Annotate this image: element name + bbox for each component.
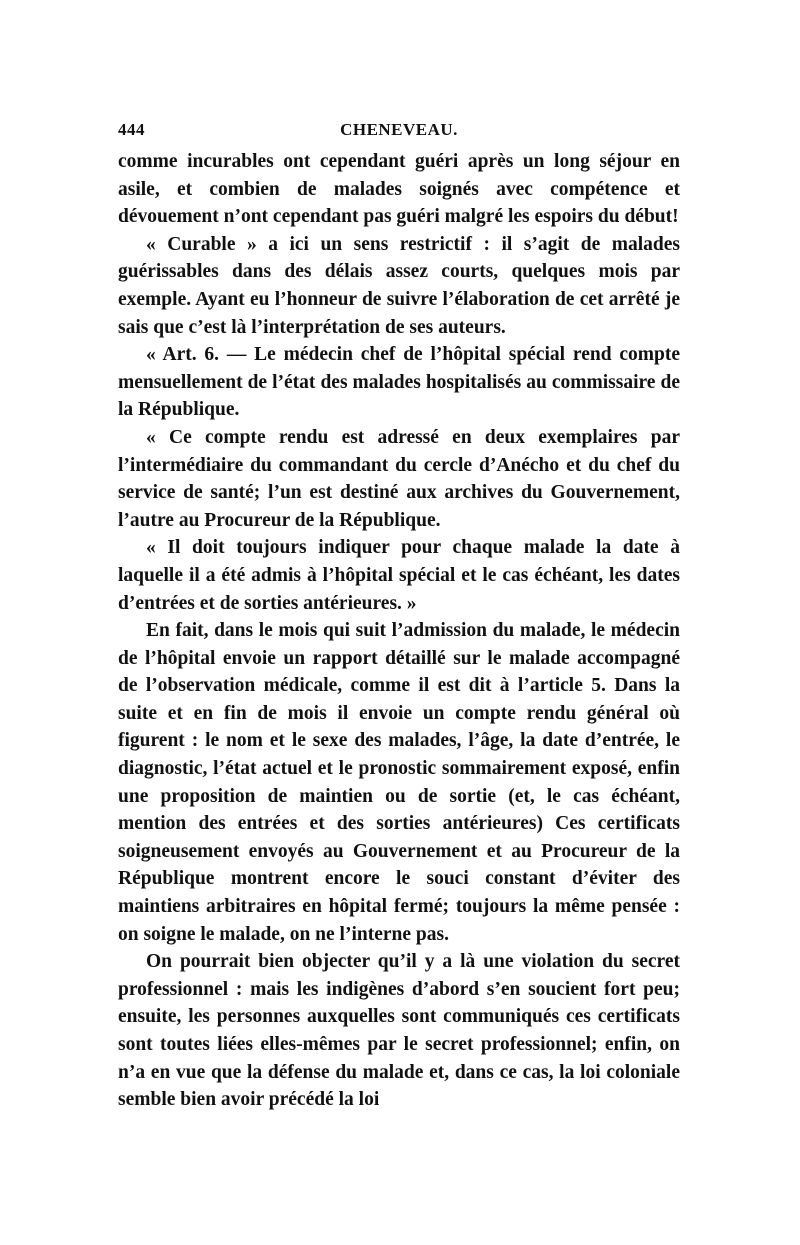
book-page bbox=[118, 112, 680, 1114]
paragraph-3: « Art. 6. — Le médecin chef de l’hôpital spécial rend compte mensuellement de l’état des malades hospitalisés au commissaire de la République. bbox=[118, 344, 680, 421]
paragraph-1: comme incurables ont cependant guéri après un long séjour en asile, et combien de malades soignés avec compétence et dévouement n’ont cependant pas guéri malgré les espoirs du début! bbox=[118, 151, 680, 228]
paragraph-2: « Curable » a ici un sens restrictif : il s’agit de malades guérissables dans des délais assez courts, quelques mois par exemple. Ayant eu l’honneur de suivre l’élaboration de cet arrêté je sais que c’est là l’interprétation de ses auteurs. bbox=[118, 233, 680, 338]
body-text bbox=[118, 148, 680, 1114]
paragraph-5: « Il doit toujours indiquer pour chaque malade la date à laquelle il a été admis à l’hôpital spécial et le cas échéant, les dates d’entrées et de sorties antérieures. » bbox=[118, 537, 680, 614]
paragraph-6: En fait, dans le mois qui suit l’admission du malade, le médecin de l’hôpital envoie un rapport détaillé sur le malade accompagné de l’observation médicale, comme il est dit à l’article 5. Dans la suite et en fin de mois il envoie un compte rendu général où figurent : le nom et le sexe des malades, l’âge, la date d’entrée, le diagnostic, l’état actuel et le pronostic sommairement exposé, enfin une proposition de maintien ou de sortie (et, le cas échéant, mention des entrées et des sorties antérieures) Ces certificats soigneusement envoyés au Gouvernement et au Procureur de la République montrent encore le souci constant d’éviter des maintiens arbitraires en hôpital fermé; toujours la même pensée : on soigne le malade, on ne l’interne pas. bbox=[118, 620, 680, 945]
paragraph-4: « Ce compte rendu est adressé en deux exemplaires par l’intermédiaire du commandant du cercle d’Anécho et du chef du service de santé; l’un est destiné aux archives du Gouvernement, l’autre au Procureur de la République. bbox=[118, 426, 680, 531]
running-head bbox=[118, 112, 680, 148]
running-title: CHENEVEAU. bbox=[340, 120, 458, 139]
page-number: 444 bbox=[118, 120, 145, 139]
paragraph-7: On pourrait bien objecter qu’il y a là une violation du secret professionnel : mais les indigènes d’abord s’en soucient fort peu; ensuite, les personnes auxquelles sont communiqués ces certificats sont toutes liées elles-mêmes par le secret professionnel; enfin, on n’a en vue que la défense du malade et, dans ce cas, la loi coloniale semble bien avoir précédé la loi bbox=[118, 951, 680, 1111]
